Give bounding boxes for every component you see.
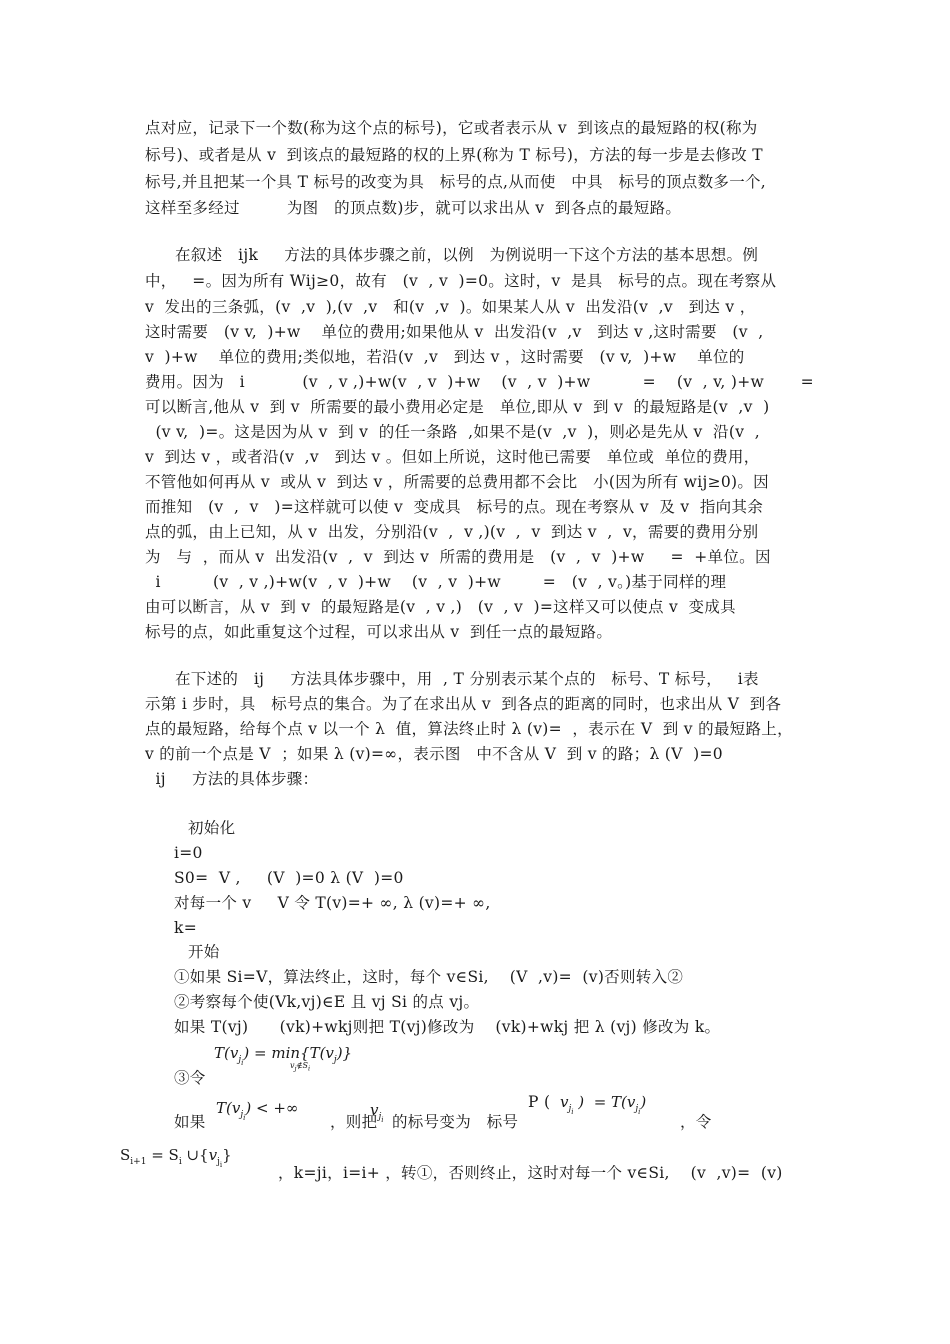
algo-forall: 对每一个 v V 令 T(v)=+ ∞, λ (v)=+ ∞, (174, 894, 491, 912)
para3-line: 点的最短路，给每个点 v 以一个 λ 值，算法终止时 λ (v)= ，表示在 V 到 v 的最短路上， (145, 720, 793, 738)
para2-line: 中， =。因为所有 Wij≥0，故有 (v , v )=0。这时，v 是具 标号的点。现在考察从 (145, 272, 777, 290)
algo-i0: i=0 (174, 844, 203, 862)
algo-dbh: 的标号变为 标号 (392, 1113, 519, 1131)
algo-init-title: 初始化 (188, 819, 236, 837)
formula-vji: $v_{j_i}$ (370, 1101, 384, 1124)
para2-line: 可以断言,他从 v 到 v 所需要的最小费用必定是 单位,即从 v 到 v 的最短路是(v ,v ) (145, 398, 770, 416)
para3-line: 在下述的 ij 方法具体步骤中，用 , T 分别表示某个点的 标号、T 标号， i表 (175, 670, 759, 688)
formula-s-union: $S_{i+1} = S_i$ $\cup\{v_{j_i}\}$ (120, 1146, 232, 1169)
para2-line: 而推知 (v , v )=这样就可以使 v 变成具 标号的点。现在考察从 v 及 v 指向其余 (145, 498, 764, 516)
para2-line: v )+w 单位的费用;类似地，若沿(v ,v 到达 v ，这时需要 (v v, )+w 单位的 (145, 348, 745, 366)
p-label: P ( (528, 1093, 556, 1111)
para2-line: i (v , v ,)+w(v , v )+w (v , v )+w = (v , v。)基于同样的理 (145, 573, 727, 591)
formula-tvji-lt-inf: $T(v_{j_i})$ < +∞ (216, 1099, 299, 1122)
algo-start: 开始 (188, 943, 220, 961)
algo-final: ，k=ji，i=i+ ，转①，否则终止，这时对每一个 v∈Si, (v ,v)= (v) (278, 1164, 783, 1182)
para3-line: v 的前一个点是 V ；如果 λ (v)=∞，表示图 中不含从 V 到 v 的路；λ (V )=0 (145, 745, 723, 763)
para3-line: ij 方法的具体步骤： (145, 770, 319, 788)
para1-line: 标号)、或者是从 v 到该点的最短路的权的上界(称为 T 标号)，方法的每一步是去修改 T (145, 146, 763, 164)
algo-ling: ，令 (680, 1113, 712, 1131)
para2-line: 由可以断言，从 v 到 v 的最短路是(v , v ,) (v , v )=这样又可以使点 v 变成具 (145, 598, 736, 616)
para2-line: 标号的点，如此重复这个过程，可以求出从 v 到任一点的最短路。 (145, 623, 613, 641)
formula-p-eq: $v_{j_i}$ ) = $T(v_{j_i})$ (560, 1093, 647, 1116)
para1-line: 点对应，记录下一个数(称为这个点的标号)，它或者表示从 v 到该点的最短路的权(称为 (145, 119, 758, 137)
para3-line: 示第 i 步时，具 标号点的集合。为了在求出从 v 到各点的距离的同时，也求出从 V 到各 (145, 695, 782, 713)
algo-k: k= (174, 919, 197, 937)
algo-s0: S0= V , (V )=0 λ (V )=0 (174, 869, 404, 887)
para2-line: 费用。因为 i (v , v ,)+w(v , v )+w (v , v )+w = (v , v, )+w = (145, 373, 814, 391)
para2-line: 不管他如何再从 v 或从 v 到达 v ，所需要的总费用都不会比 小(因为所有 wij≥0)。因 (145, 473, 769, 491)
para2-line: 在叙述 ijk 方法的具体步骤之前，以例 为例说明一下这个方法的基本思想。例 (175, 246, 759, 264)
para2-line: v 到达 v ，或者沿(v ,v 到达 v 。但如上所说，这时他已需要 单位或 单位的费用， (145, 448, 760, 466)
para2-line: 这时需要 (v v, )+w 单位的费用;如果他从 v 出发沿(v ,v 到达 v ,这时需要 (v , (145, 323, 764, 341)
algo-step1: ①如果 Si=V，算法终止，这时，每个 v∈Si, (V ,v)= (v)否则转入② (174, 968, 684, 986)
para1-line: 这样至多经过 为图 的顶点数)步，就可以求出从 v 到各点的最短路。 (145, 199, 682, 217)
formula-min: $T(v_{j_i}) = \min\{T(v_j)\}$ (214, 1044, 353, 1067)
algo-step2b: 如果 T(vj) (vk)+wkj则把 T(vj)修改为 (vk)+wkj 把 λ (vj) 修改为 k。 (174, 1018, 721, 1036)
algo-step3: ③令 (174, 1069, 206, 1087)
para2-line: 点的弧，由上已知，从 v 出发，分别沿(v , v ,)(v , v 到达 v , v，需要的费用分别 (145, 523, 759, 541)
algo-zeba: ，则把 (330, 1113, 378, 1131)
para2-line: 为 与 ，而从 v 出发沿(v , v 到达 v 所需的费用是 (v , v )+w = +单位。因 (145, 548, 771, 566)
para2-line: v 发出的三条弧，(v ,v ),(v ,v 和(v ,v )。如果某人从 v 出发沿(v ,v 到达 v ， (145, 298, 756, 316)
algo-ruguo: 如果 (174, 1113, 206, 1131)
formula-min-sub: $v_j\notin S_i$ (290, 1061, 311, 1073)
para1-line: 标号,并且把某一个具 T 标号的改变为具 标号的点,从而使 中具 标号的顶点数多一个, (145, 173, 767, 191)
algo-step2: ②考察每个使(Vk,vj)∈E 且 vj Si 的点 vj。 (174, 993, 480, 1011)
para2-line: (v v, )=。这是因为从 v 到 v 的任一条路 ,如果不是(v ,v )，则必是先从 v 沿(v , (145, 423, 760, 441)
